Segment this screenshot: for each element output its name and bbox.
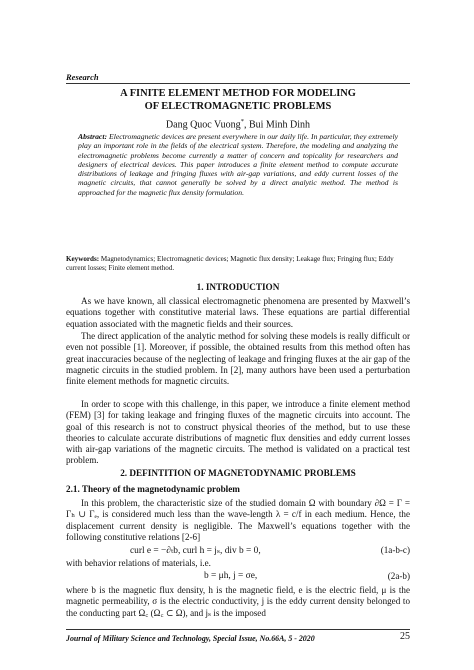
abstract	[78, 132, 398, 197]
equation-1-number: (1a-b-c)	[380, 545, 410, 555]
page-number: 25	[400, 631, 410, 642]
title-line-1: A FINITE ELEMENT METHOD FOR MODELING	[120, 88, 356, 99]
subsection-heading-theory: 2.1. Theory of the magnetodynamic problem	[66, 484, 240, 494]
abstract-label: Abstract:	[78, 132, 108, 141]
definitions-paragraph: where b is the magnetic flux density, h is the magnetic field, e is the electric field, μ is the magnetic permeability, σ is the electric conductivity, j is the eddy current density belonged to the conducting part Ω꜀ (Ω꜀ ⊂ Ω), and jₛ is the imposed	[66, 585, 410, 618]
section-heading-introduction: 1. INTRODUCTION	[196, 282, 280, 292]
running-head: Research	[66, 72, 99, 82]
footer-rule	[66, 629, 410, 630]
author-2: , Bui Minh Dinh	[243, 119, 311, 131]
intro-paragraph-3: In order to scope with this challenge, in this paper, we introduce a finite element method (FEM) [3] for taking leakage and fringing fluxes of the magnetic circuits into account. The goal of this research is not to construct physical theories of the method, but to use these theories to calculate accurate distributions of magnetic flux densities and eddy current losses with air-gap variations of the magnetic circuits. The method is validated on a practical test problem.	[66, 399, 410, 466]
journal-footer: Journal of Military Science and Technology, Special Issue, No.66A, 5 - 2020	[66, 634, 315, 643]
equation-2	[66, 571, 410, 583]
theory-paragraph: In this problem, the characteristic size of the studied domain Ω with boundary ∂Ω = Γ = Γₕ ∪ Γₑ, is considered much less than the wave-length λ = c/f in each medium. Hence, the displacement current density is negligible. The Maxwell’s equations together with the following constitutive relations [2-6]	[66, 498, 410, 542]
keywords-label: Keywords:	[66, 255, 100, 263]
author-line	[66, 118, 410, 130]
behavior-text: with behavior relations of materials, i.e.	[66, 558, 211, 568]
equation-1	[66, 545, 410, 557]
keywords-text: Magnetodynamics; Electromagnetic devices; Magnetic flux density; Leakage flux; Fringing flux; Eddy current losses; Finite element method.	[66, 255, 394, 272]
author-1: Dang Quoc Vuong	[165, 119, 241, 131]
abstract-text: Electromagnetic devices are present everywhere in our daily life. In particular, they extremely play an important role in the fields of the electrical system. Therefore, the modeling and analyzing the electromagnetic problems become currently a matter of concern and topicality for researchers and designers of electrical devices. This paper introduces a finite element method to compute accurate distributions of leakage and fringing fluxes with air-gap variations, and eddy current losses of the magnetic circuits, that cannot generally be solved by a direct analytic method. The method is approached for the magnetic flux density formulation.	[78, 132, 398, 197]
header-rule	[66, 83, 410, 84]
section-heading-definition: 2. DEFINTITION OF MAGNETODYNAMIC PROBLEMS	[120, 468, 356, 478]
intro-paragraph-1: As we have known, all classical electromagnetic phenomena are presented by Maxwell’s equations together with constitutive material laws. These equations are partial differential equation associated with the magnetic fields and their sources.	[66, 296, 410, 329]
corresponding-author-mark: *	[240, 118, 244, 125]
paper-title	[66, 88, 410, 113]
intro-paragraph-2: The direct application of the analytic method for solving these models is really difficult or even not possible [1]. Moreover, if possible, the obtained results from this method often has great inaccuracies because of the neglecting of leakage and fringing fluxes at the air gap of the magnetic circuits in the studied problem. In [2], many authors have been used a perturbation finite element methods for magnetic circuits.	[66, 331, 410, 387]
equation-2-number: (2a-b)	[387, 571, 410, 581]
equation-2-body: b = μh, j = σe,	[204, 571, 258, 581]
keywords	[66, 255, 410, 272]
title-line-2: OF ELECTROMAGNETIC PROBLEMS	[144, 100, 332, 112]
equation-1-body: curl e = −∂ₜb, curl h = jₛ, div b = 0,	[130, 546, 261, 556]
